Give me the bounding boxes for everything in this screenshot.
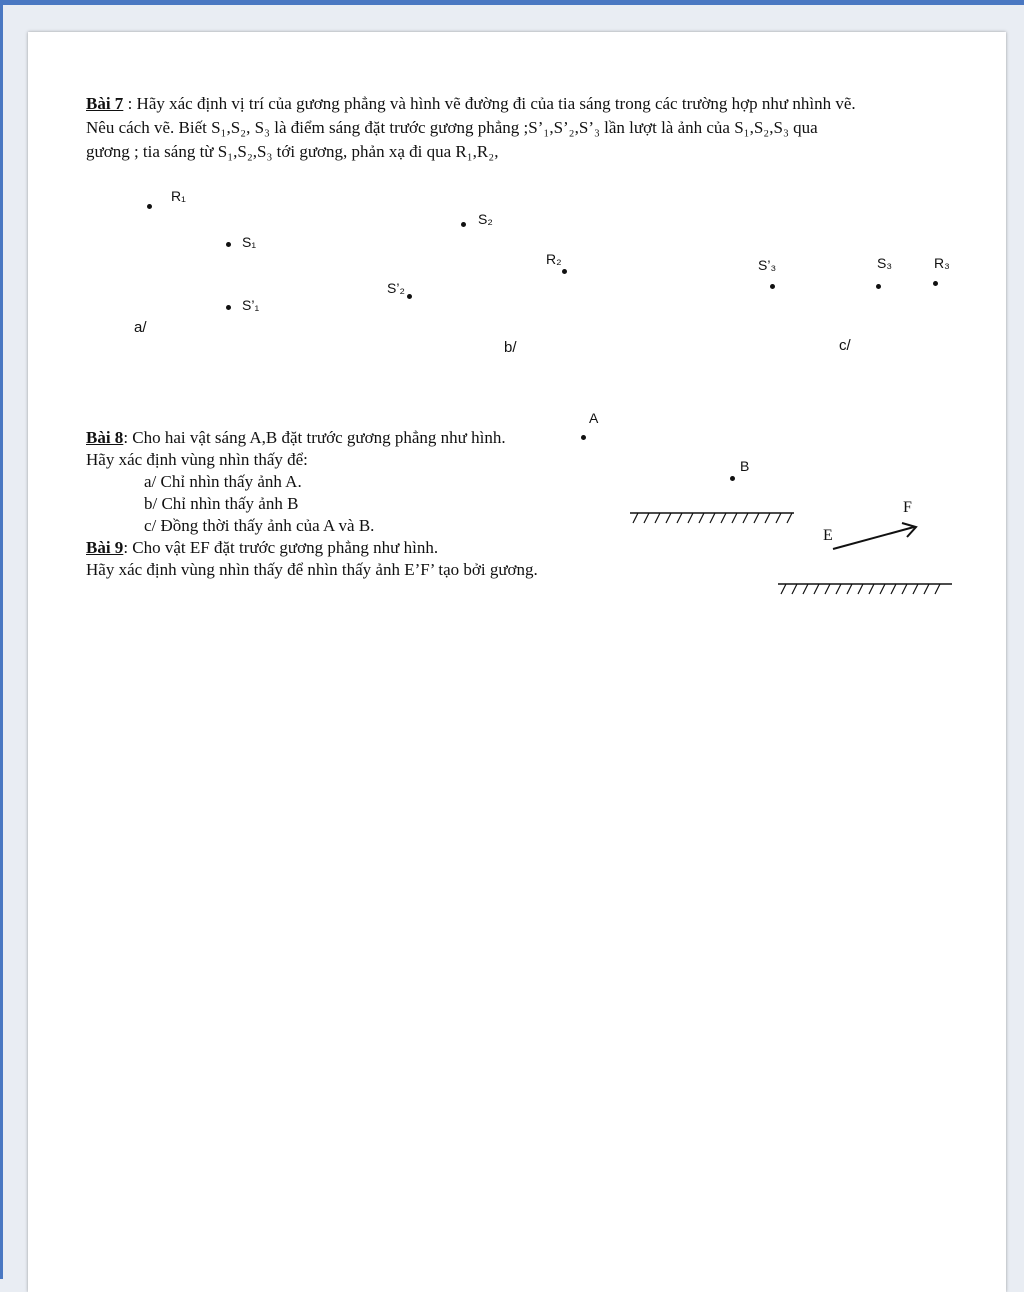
- object-EF-arrow: [828, 519, 928, 555]
- window-top-border: [0, 0, 1024, 5]
- bai7-line-2: Nêu cách vẽ. Biết S₁,S₂, S₃ là điểm sáng đặt trước gương phẳng ;S’₁,S’₂,S’₃ lần lượt là ảnh của S₁,S₂,S₃ qua: [86, 118, 818, 137]
- point-R1: [147, 204, 152, 209]
- mirror-bai8: [628, 510, 798, 526]
- bai7-line-3: gương ; tia sáng từ S₁,S₂,S₃ tới gương, phản xạ đi qua R₁,R₂,: [86, 142, 499, 161]
- bai8-question: Hãy xác định vùng nhìn thấy để:: [86, 450, 308, 469]
- label-B: B: [740, 458, 750, 474]
- label-R1: R₁: [171, 188, 186, 204]
- label-S3-prime: S’₃: [758, 257, 777, 273]
- caption-c: c/: [839, 337, 851, 354]
- bai8-item-c: c/ Đồng thời thấy ảnh của A và B.: [144, 516, 375, 535]
- bai8-item-a: a/ Chỉ nhìn thấy ảnh A.: [144, 472, 302, 491]
- label-S2: S₂: [478, 211, 493, 227]
- label-S3: S₃: [877, 255, 893, 271]
- point-B: [730, 476, 735, 481]
- window-left-border: [0, 0, 3, 1279]
- point-R3: [933, 281, 938, 286]
- point-S3-prime: [770, 284, 775, 289]
- label-S2-prime: S’₂: [387, 280, 405, 296]
- bai7-title: Bài 7: [86, 94, 124, 113]
- point-R2: [562, 269, 567, 274]
- label-A: A: [589, 410, 599, 426]
- bai9-title: Bài 9: [86, 538, 124, 557]
- bai8-bai9-text: [86, 427, 646, 581]
- point-S1-prime: [226, 305, 231, 310]
- point-S1: [226, 242, 231, 247]
- point-S2: [461, 222, 466, 227]
- caption-a: a/: [134, 319, 147, 336]
- bai8-title: Bài 8: [86, 428, 124, 447]
- bai9-intro: : Cho vật EF đặt trước gương phẳng như hình.: [123, 538, 439, 557]
- bai7-line-1: [86, 92, 986, 116]
- label-F: F: [903, 499, 912, 516]
- label-R2: R₂: [546, 251, 562, 267]
- bai7-intro: : Hãy xác định vị trí của gương phẳng và hình vẽ đường đi của tia sáng trong các trường hợp như nhình vẽ.: [123, 94, 856, 113]
- bai9-line-1: [86, 537, 646, 559]
- label-S1-prime: S’₁: [242, 297, 260, 313]
- point-S3: [876, 284, 881, 289]
- bai9-question: Hãy xác định vùng nhìn thấy để nhìn thấy ảnh E’F’ tạo bởi gương.: [86, 560, 538, 579]
- mirror-bai9: [776, 581, 956, 597]
- point-S2-prime: [407, 294, 412, 299]
- bai8-line-1: [86, 427, 646, 449]
- bai8-item-b: b/ Chỉ nhìn thấy ảnh B: [144, 494, 299, 513]
- bai8-intro: : Cho hai vật sáng A,B đặt trước gương phẳng như hình.: [123, 428, 506, 447]
- point-A: [581, 435, 586, 440]
- label-R3: R₃: [934, 255, 950, 271]
- bai7-text: [86, 92, 986, 164]
- label-S1: S₁: [242, 234, 257, 250]
- caption-b: b/: [504, 339, 517, 356]
- document-page: [28, 32, 1006, 1292]
- label-E: E: [823, 527, 833, 544]
